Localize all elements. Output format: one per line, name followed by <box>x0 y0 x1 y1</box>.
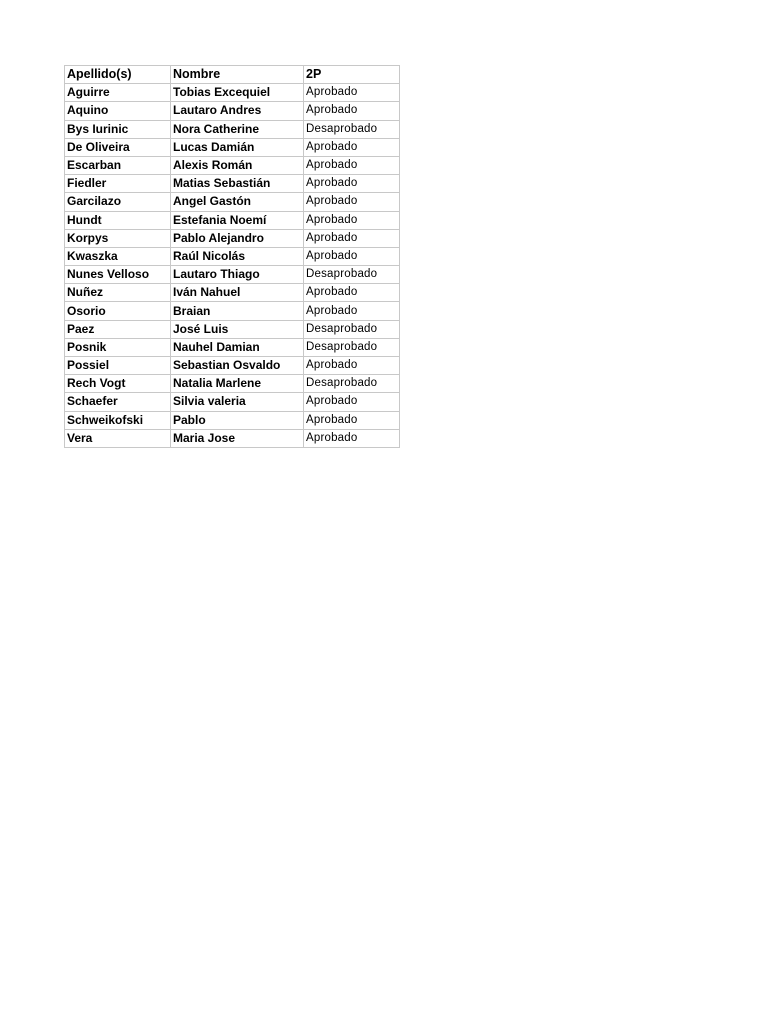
status-cell: Desaprobado <box>304 320 400 338</box>
status-cell: Aprobado <box>304 138 400 156</box>
table-row <box>65 102 400 120</box>
nombre-cell: Iván Nahuel <box>171 284 304 302</box>
nombre-cell: Lucas Damián <box>171 138 304 156</box>
nombre-cell: Maria Jose <box>171 429 304 447</box>
apellido-cell: Aguirre <box>65 84 171 102</box>
nombre-cell: Sebastian Osvaldo <box>171 357 304 375</box>
nombre-cell: Alexis Román <box>171 156 304 174</box>
header-2p: 2P <box>304 66 400 84</box>
table-row <box>65 138 400 156</box>
nombre-cell: Lautaro Andres <box>171 102 304 120</box>
status-cell: Aprobado <box>304 429 400 447</box>
table-row <box>65 175 400 193</box>
status-cell: Desaprobado <box>304 266 400 284</box>
header-nombre: Nombre <box>171 66 304 84</box>
nombre-cell: Pablo Alejandro <box>171 229 304 247</box>
grades-table-body <box>65 84 400 448</box>
nombre-cell: Angel Gastón <box>171 193 304 211</box>
table-row <box>65 120 400 138</box>
nombre-cell: Natalia Marlene <box>171 375 304 393</box>
apellido-cell: Aquino <box>65 102 171 120</box>
table-row <box>65 429 400 447</box>
nombre-cell: Raúl Nicolás <box>171 247 304 265</box>
status-cell: Aprobado <box>304 175 400 193</box>
status-cell: Aprobado <box>304 102 400 120</box>
apellido-cell: Vera <box>65 429 171 447</box>
nombre-cell: Tobias Excequiel <box>171 84 304 102</box>
apellido-cell: Nunes Velloso <box>65 266 171 284</box>
status-cell: Aprobado <box>304 284 400 302</box>
nombre-cell: Estefania Noemí <box>171 211 304 229</box>
apellido-cell: Kwaszka <box>65 247 171 265</box>
nombre-cell: Matias Sebastián <box>171 175 304 193</box>
apellido-cell: Fiedler <box>65 175 171 193</box>
table-row <box>65 193 400 211</box>
apellido-cell: Osorio <box>65 302 171 320</box>
table-row <box>65 302 400 320</box>
apellido-cell: Paez <box>65 320 171 338</box>
apellido-cell: Hundt <box>65 211 171 229</box>
status-cell: Desaprobado <box>304 120 400 138</box>
table-row <box>65 229 400 247</box>
table-row <box>65 357 400 375</box>
status-cell: Aprobado <box>304 229 400 247</box>
nombre-cell: Nauhel Damian <box>171 338 304 356</box>
status-cell: Aprobado <box>304 193 400 211</box>
status-cell: Aprobado <box>304 393 400 411</box>
apellido-cell: De Oliveira <box>65 138 171 156</box>
table-row <box>65 411 400 429</box>
nombre-cell: Lautaro Thiago <box>171 266 304 284</box>
nombre-cell: Pablo <box>171 411 304 429</box>
status-cell: Aprobado <box>304 84 400 102</box>
table-row <box>65 211 400 229</box>
apellido-cell: Schweikofski <box>65 411 171 429</box>
apellido-cell: Bys Iurinic <box>65 120 171 138</box>
table-row <box>65 266 400 284</box>
table-row <box>65 247 400 265</box>
table-row <box>65 284 400 302</box>
status-cell: Desaprobado <box>304 375 400 393</box>
apellido-cell: Escarban <box>65 156 171 174</box>
nombre-cell: Nora Catherine <box>171 120 304 138</box>
header-apellido: Apellido(s) <box>65 66 171 84</box>
grades-table <box>64 65 400 448</box>
status-cell: Aprobado <box>304 411 400 429</box>
table-row <box>65 156 400 174</box>
table-row <box>65 393 400 411</box>
table-row <box>65 84 400 102</box>
header-row <box>65 66 400 84</box>
table-row <box>65 375 400 393</box>
status-cell: Aprobado <box>304 302 400 320</box>
table-row <box>65 320 400 338</box>
apellido-cell: Korpys <box>65 229 171 247</box>
apellido-cell: Garcilazo <box>65 193 171 211</box>
status-cell: Aprobado <box>304 211 400 229</box>
status-cell: Aprobado <box>304 247 400 265</box>
apellido-cell: Possiel <box>65 357 171 375</box>
nombre-cell: José Luis <box>171 320 304 338</box>
nombre-cell: Silvia valeria <box>171 393 304 411</box>
status-cell: Aprobado <box>304 357 400 375</box>
apellido-cell: Nuñez <box>65 284 171 302</box>
grades-sheet <box>64 65 400 448</box>
nombre-cell: Braian <box>171 302 304 320</box>
table-row <box>65 338 400 356</box>
status-cell: Aprobado <box>304 156 400 174</box>
apellido-cell: Rech Vogt <box>65 375 171 393</box>
status-cell: Desaprobado <box>304 338 400 356</box>
apellido-cell: Schaefer <box>65 393 171 411</box>
apellido-cell: Posnik <box>65 338 171 356</box>
